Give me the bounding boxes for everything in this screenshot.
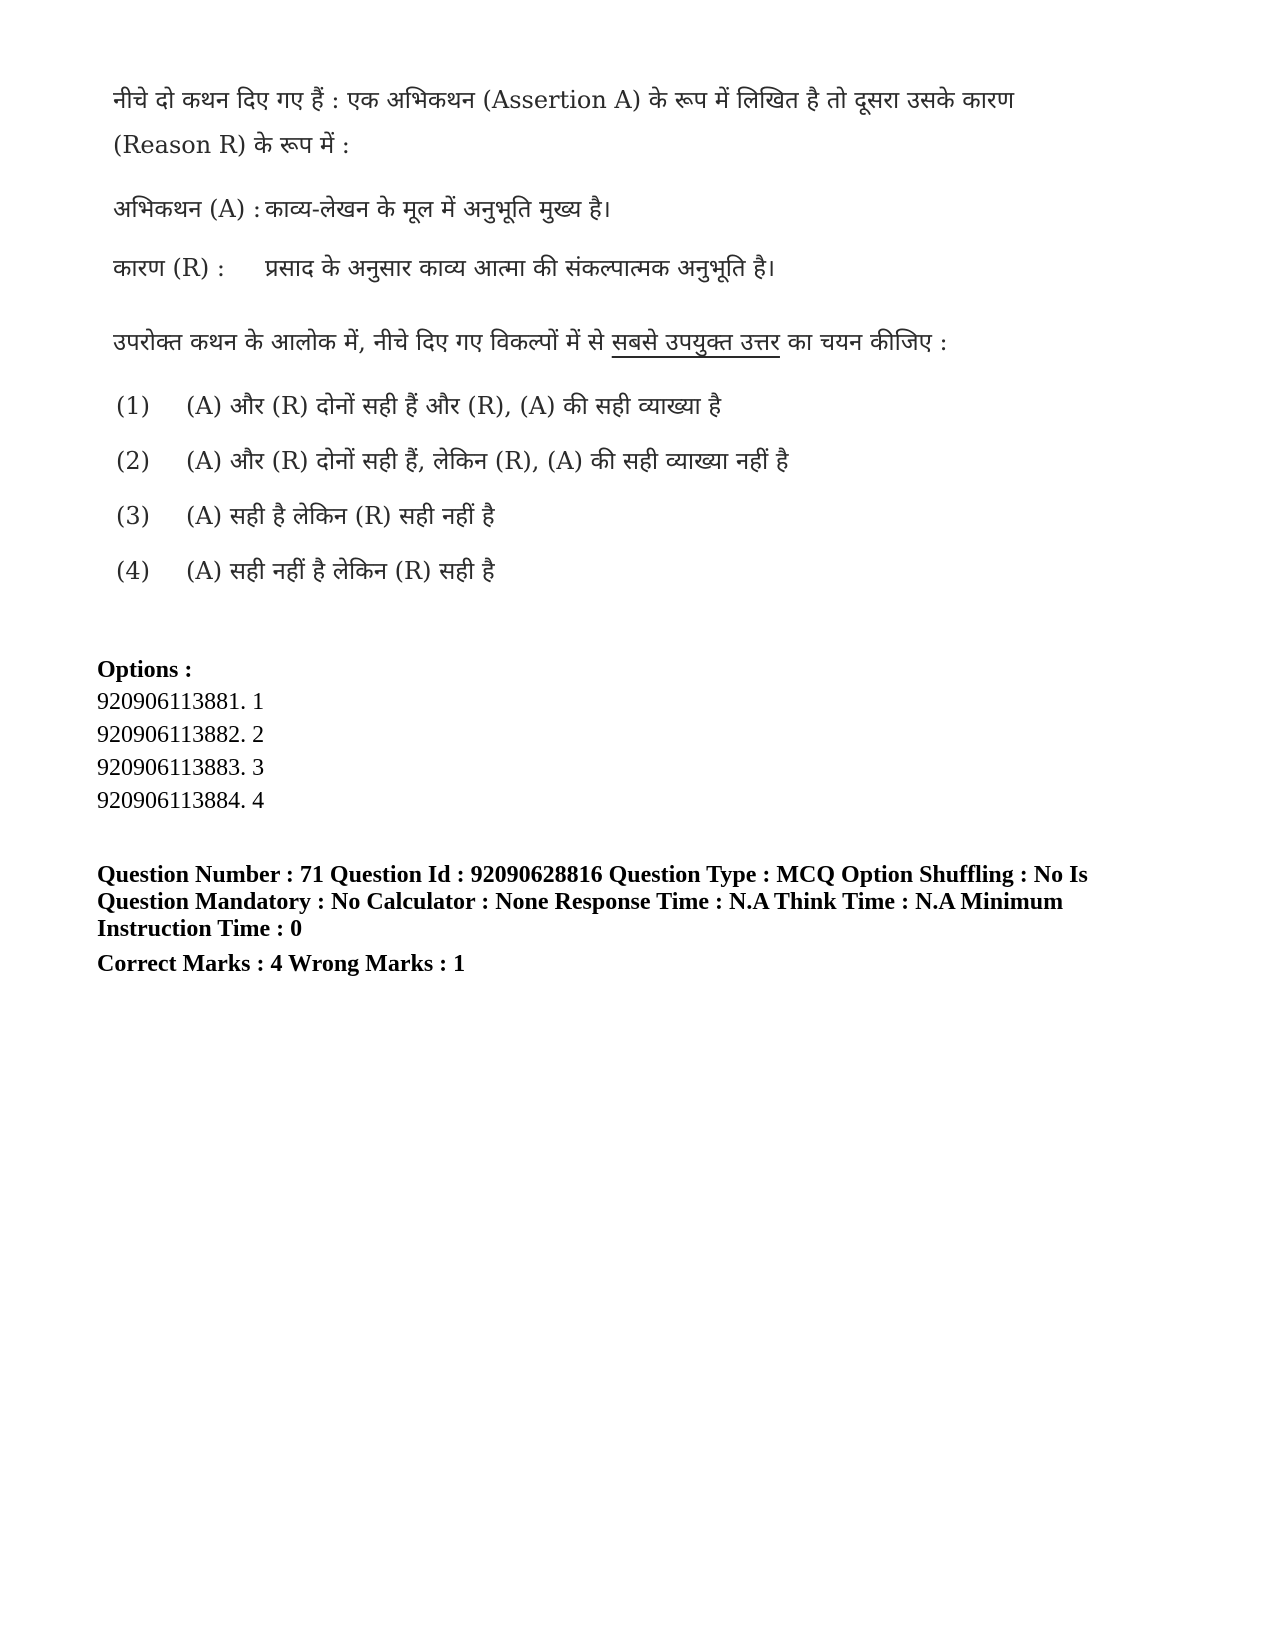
choice-item: [113, 391, 1073, 446]
question-info-line-2: Question Mandatory : No Calculator : None Response Time : N.A Think Time : N.A Minimum: [97, 889, 1064, 915]
choice-number: (1): [116, 392, 150, 420]
option-id-row: 920906113881. 1: [97, 689, 265, 715]
question-info-line-3: Instruction Time : 0: [97, 916, 303, 942]
reason-text: प्रसाद के अनुसार काव्य आत्मा की संकल्पात्मक अनुभूति है।: [265, 254, 776, 282]
choice-text: (A) और (R) दोनों सही हैं, लेकिन (R), (A) की सही व्याख्या नहीं है: [186, 447, 789, 475]
choice-text: (A) सही है लेकिन (R) सही नहीं है: [186, 502, 495, 530]
option-id-row: 920906113884. 4: [97, 788, 265, 814]
reason-label: कारण (R) :: [113, 254, 225, 282]
question-info: [97, 862, 1157, 943]
choice-text: (A) सही नहीं है लेकिन (R) सही है: [186, 557, 495, 585]
choice-number: (4): [116, 557, 150, 585]
instruction-text-before: उपरोक्त कथन के आलोक में, नीचे दिए गए विकल्पों में से: [113, 328, 612, 356]
question-metadata: [97, 654, 1157, 980]
question-block: [113, 78, 1073, 611]
assertion-label: अभिकथन (A) :: [113, 195, 261, 223]
reason-statement: [113, 253, 1073, 283]
instruction-text-after: का चयन कीजिए :: [779, 328, 948, 356]
question-intro: [113, 78, 1073, 168]
choice-item: [113, 501, 1073, 556]
question-info-line-1: Question Number : 71 Question Id : 92090628816 Question Type : MCQ Option Shuffling : No Is: [97, 862, 1088, 888]
instruction-underlined-text: सबसे उपयुक्त उत्तर: [611, 328, 780, 356]
option-id-row: 920906113882. 2: [97, 722, 265, 748]
choice-text: (A) और (R) दोनों सही हैं और (R), (A) की सही व्याख्या है: [186, 392, 722, 420]
intro-line-1: नीचे दो कथन दिए गए हैं : एक अभिकथन (Assertion A) के रूप में लिखित है तो दूसरा उसके कारण: [113, 86, 1015, 114]
option-id-row: 920906113883. 3: [97, 755, 265, 781]
choice-item: [113, 556, 1073, 611]
answer-choices: [113, 391, 1073, 611]
intro-line-2: (Reason R) के रूप में :: [113, 131, 350, 159]
choice-item: [113, 446, 1073, 501]
choice-number: (3): [116, 502, 150, 530]
options-heading: Options :: [97, 657, 193, 683]
assertion-text: काव्य-लेखन के मूल में अनुभूति मुख्य है।: [265, 195, 611, 223]
assertion-statement: [113, 194, 1073, 224]
answer-instruction: [113, 327, 1073, 357]
choice-number: (2): [116, 447, 150, 475]
marks-info: Correct Marks : 4 Wrong Marks : 1: [97, 951, 466, 977]
